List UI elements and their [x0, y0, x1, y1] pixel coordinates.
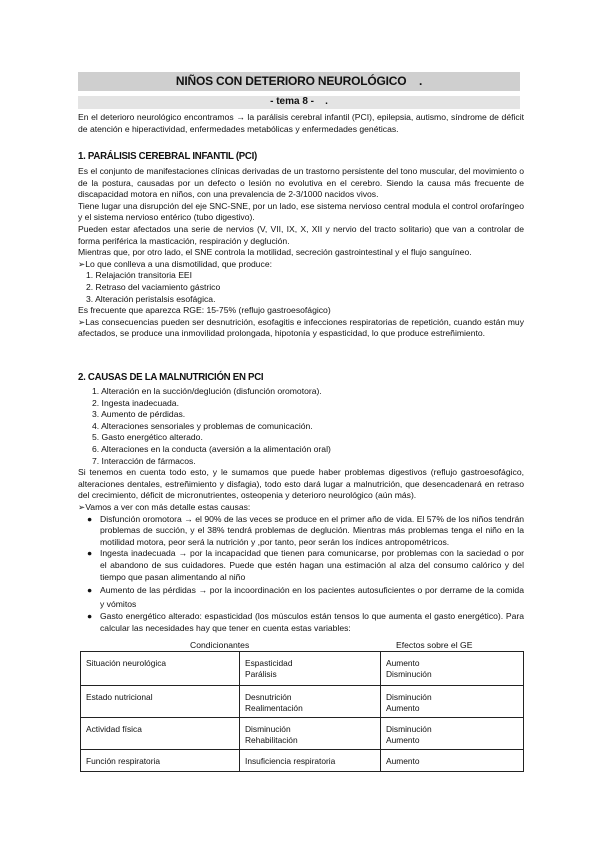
paragraph: Pueden estar afectados una serie de nervios (V, VII, IX, X, XII y nervio del tracto solitario) que van a controlar de forma periférica la masticación, respiración y deglución. — [78, 223, 524, 246]
table-cell: Situación neurológica — [81, 652, 240, 686]
list-item: ● Gasto energético alterado: espasticidad (los músculos están tensos lo que aumenta el gasto energético). Para calcular las necesidades hay que tener en cuenta estas variables: — [87, 611, 524, 633]
intro-paragraph: En el deterioro neurológico encontramos → la parálisis cerebral infantil (PCI), epilepsia, autismo, síndrome de déficit de atención e hiperactividad, enfermedades metabólicas y enfermedades genéticas. — [78, 112, 524, 134]
table-cell: Disminución Rehabilitación — [240, 718, 381, 750]
list-item: 5. Gasto energético alterado. — [92, 432, 203, 443]
table-cell: Aumento Disminución — [381, 652, 524, 686]
table-cell: Aumento — [381, 750, 524, 772]
table-cell: Desnutrición Realimentación — [240, 686, 381, 718]
list-item: 3. Alteración peristalsis esofágica. — [86, 293, 216, 304]
table-cell: Disminución Aumento — [381, 686, 524, 718]
list-item: 7. Interacción de fármacos. — [92, 455, 196, 466]
paragraph: Tiene lugar una disrupción del eje SNC-SNE, por un lado, ese sistema nervioso central modula el control orofaríngeo y el sistema nervioso entérico (tubo digestivo). — [78, 200, 524, 223]
list-item: 2. Retraso del vaciamiento gástrico — [86, 281, 221, 292]
table-cell: Función respiratoria — [81, 750, 240, 772]
table-cell: Espasticidad Parálisis — [240, 652, 381, 686]
table-cell: Estado nutricional — [81, 686, 240, 718]
dysmotility-list — [78, 270, 524, 305]
paragraph: Si tenemos en cuenta todo esto, y le sumamos que puede haber problemas digestivos (reflujo gastroesofágico, alteraciones dentales, estreñimiento y disfagia), todo esto dará lugar a malnutrición, que desencadenará en retraso del crecimiento, déficit de micronutrientes, osteopenia y deterioro neurológico (aún más). — [78, 467, 524, 501]
list-item: ● Disfunción oromotora → el 90% de las veces se produce en el primer año de vida. El 57% de los niños tendrán problemas de succión, y el 38% tendrá problemas de deglución. Mientras más problemas tenga el niño en la motilidad motora, peor será la nutrición y ,por tanto, peor serán los índices antropométricos. — [87, 513, 524, 547]
list-item: 3. Aumento de pérdidas. — [92, 409, 186, 420]
table-row — [81, 686, 524, 718]
list-item: 2. Ingesta inadecuada. — [92, 397, 179, 408]
table-row — [81, 750, 524, 772]
page-subtitle: - tema 8 - . — [270, 96, 328, 107]
table-cell: Insuficiencia respiratoria — [240, 750, 381, 772]
list-item: ● Aumento de las pérdidas → por la incoordinación en los pacientes autosuficientes o por derrame de la comida y vómitos — [87, 585, 524, 610]
paragraph: ➢Lo que conlleva a una dismotilidad, que produce: — [78, 258, 273, 269]
page-title: NIÑOS CON DETERIORO NEUROLÓGICO . — [175, 74, 423, 88]
section2-heading: 2. CAUSAS DE LA MALNUTRICIÓN EN PCI — [78, 371, 264, 383]
bullet-icon: ● — [87, 585, 93, 596]
section2-body — [78, 386, 524, 634]
table-row — [81, 718, 524, 750]
section1-heading: 1. PARÁLISIS CEREBRAL INFANTIL (PCI) — [78, 150, 257, 162]
table-column-header: Condicionantes — [190, 640, 250, 650]
paragraph: Mientras que, por otro lado, el SNE controla la motilidad, secreción gastrointestinal y el flujo sanguíneo. — [78, 247, 472, 258]
list-item: 1. Alteración en la succión/deglución (disfunción oromotora). — [92, 386, 322, 396]
section1-body — [78, 166, 524, 340]
energy-expenditure-table — [80, 651, 524, 772]
bullet-icon: ● — [87, 548, 93, 559]
paragraph: Es el conjunto de manifestaciones clínicas derivadas de un trastorno persistente del tono muscular, del movimiento o de la postura, causadas por un defecto o lesión no evolutiva en el cerebro. Siendo la causa más frecuente de discapacidad motora en niños, con una prevalencia de 2-3/1000 nacidos vivos. — [78, 166, 524, 200]
paragraph: Es frecuente que aparezca RGE: 15-75% (reflujo gastroesofágico) — [78, 305, 331, 316]
paragraph: ➢Las consecuencias pueden ser desnutrición, esofagitis e infecciones respiratorias de repetición, cuando están muy afectados, se produce una inmovilidad prolongada, hipotonía y espasticidad, lo que produce estreñimiento. — [78, 316, 524, 339]
causes-list — [78, 386, 524, 467]
table-row — [81, 652, 524, 686]
table-cell: Disminución Aumento — [381, 718, 524, 750]
list-item: ● Ingesta inadecuada → por la incapacidad que tienen para comunicarse, por problemas con la saciedad o por el abandono de sus cuidadores. Puede que estén hagan una estimación al alza del consumo calórico y del tiempo que pasan alimentando al niño — [87, 548, 524, 582]
table-column-header: Efectos sobre el GE — [396, 640, 473, 650]
list-item: 6. Alteraciones en la conducta (aversión a la alimentación oral) — [92, 443, 331, 454]
paragraph: ➢Vamos a ver con más detalle estas causas: — [78, 501, 251, 512]
bullet-icon: ● — [87, 513, 93, 524]
bullet-icon: ● — [87, 611, 93, 622]
list-item: 4. Alteraciones sensoriales y problemas de comunicación. — [92, 420, 313, 431]
causes-detail-list — [78, 514, 524, 635]
table-cell: Actividad física — [81, 718, 240, 750]
list-item: 1. Relajación transitoria EEI — [86, 270, 193, 281]
